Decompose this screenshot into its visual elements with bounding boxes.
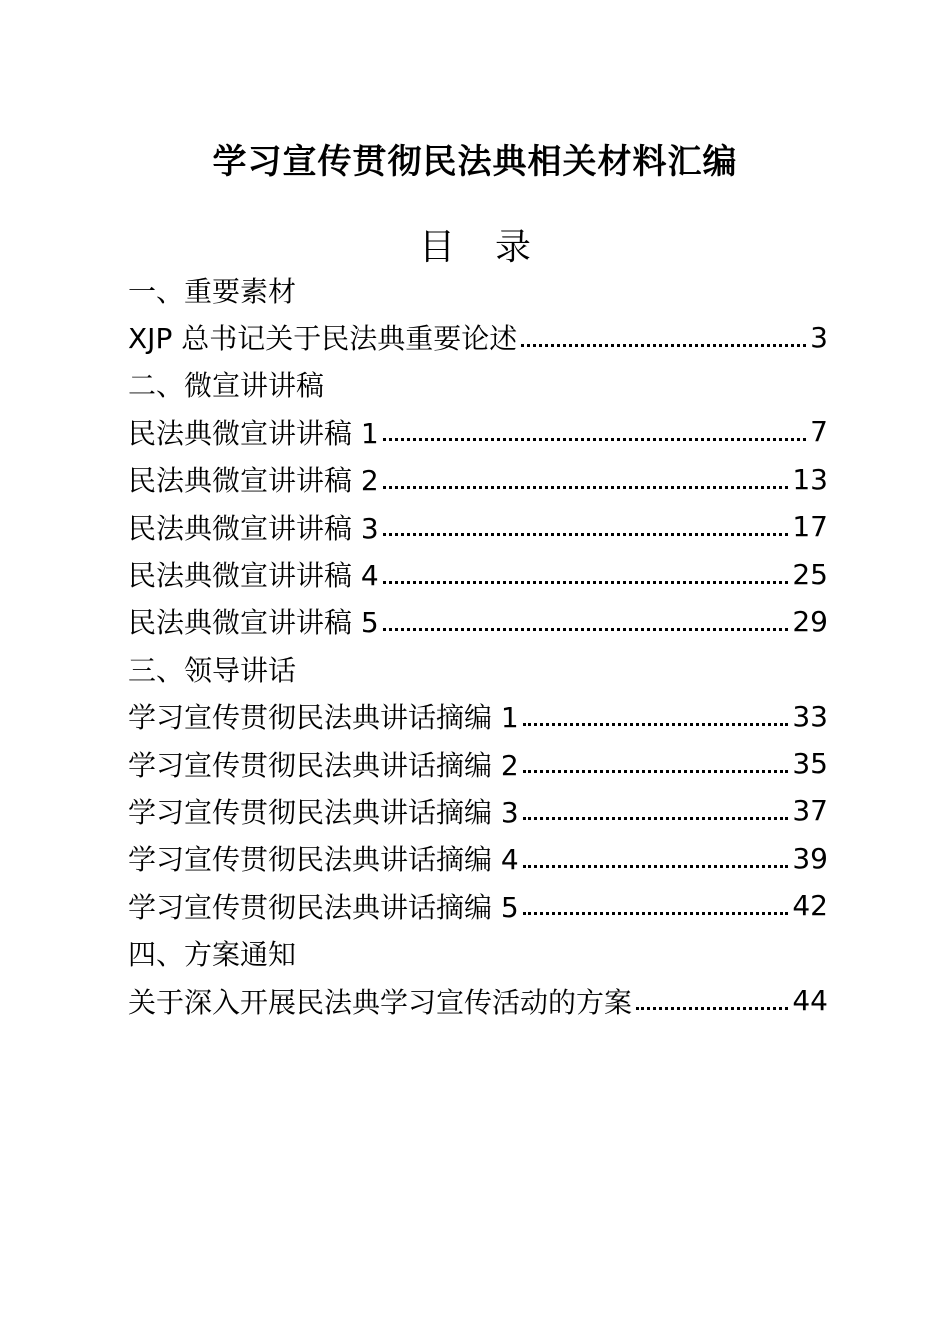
dot-leader [523,817,789,820]
dot-leader [523,865,789,868]
toc-entry[interactable] [128,550,828,597]
toc-entry-label: 学习宣传贯彻民法典讲话摘编 4 [128,843,519,877]
toc-entry-label: 民法典微宣讲讲稿 3 [128,511,379,545]
dot-leader [636,1007,788,1010]
toc-entry[interactable] [128,503,828,550]
toc-entry-label: 关于深入开展民法典学习宣传活动的方案 [128,985,633,1019]
toc-entry-page-number: 17 [792,510,828,544]
toc-entry-page-number: 3 [810,320,828,354]
toc-section-heading [128,266,828,313]
toc-entry-page-number: 29 [792,604,828,638]
toc-entry-page-number: 44 [792,984,828,1018]
section-heading-label: 一、重要素材 [128,274,297,308]
toc-entry-label: 民法典微宣讲讲稿 5 [128,606,379,640]
toc-entry-page-number: 33 [792,699,828,733]
dot-leader [383,533,789,536]
toc-section-heading [128,645,828,692]
document-title: 学习宣传贯彻民法典相关材料汇编 [212,142,738,182]
toc-entry[interactable] [128,313,828,360]
dot-leader [523,912,789,915]
toc-entry[interactable] [128,977,828,1024]
dot-leader [523,723,789,726]
section-heading-label: 三、领导讲话 [128,653,297,687]
table-of-contents [128,266,828,1024]
section-heading-label: 四、方案通知 [128,938,297,972]
toc-entry[interactable] [128,740,828,787]
toc-entry-label: 学习宣传贯彻民法典讲话摘编 1 [128,701,519,735]
toc-entry-page-number: 25 [792,557,828,591]
toc-entry[interactable] [128,882,828,929]
toc-heading-char-1: 目 [418,227,455,268]
toc-heading-char-2: 录 [495,227,532,268]
toc-entry[interactable] [128,408,828,455]
toc-entry-label: 民法典微宣讲讲稿 2 [128,464,379,498]
dot-leader [383,628,789,631]
toc-entry[interactable] [128,787,828,834]
section-heading-label: 二、微宣讲讲稿 [128,369,325,403]
toc-entry-label: 学习宣传贯彻民法典讲话摘编 3 [128,795,519,829]
toc-entry[interactable] [128,598,828,645]
toc-entry[interactable] [128,456,828,503]
toc-entry-label: 学习宣传贯彻民法典讲话摘编 5 [128,890,519,924]
dot-leader [521,344,806,347]
dot-leader [383,438,806,441]
toc-entry-label: XJP 总书记关于民法典重要论述 [128,322,518,356]
toc-entry-label: 学习宣传贯彻民法典讲话摘编 2 [128,748,519,782]
toc-section-heading [128,929,828,976]
toc-entry-page-number: 35 [792,747,828,781]
toc-heading [0,224,950,272]
dot-leader [383,486,789,489]
toc-entry-page-number: 13 [792,462,828,496]
dot-leader [523,770,789,773]
toc-section-heading [128,361,828,408]
toc-entry-page-number: 42 [792,889,828,923]
dot-leader [383,581,789,584]
toc-entry-label: 民法典微宣讲讲稿 4 [128,559,379,593]
toc-entry-page-number: 37 [792,794,828,828]
toc-entry[interactable] [128,693,828,740]
toc-entry[interactable] [128,835,828,882]
toc-entry-page-number: 7 [810,415,828,449]
toc-entry-page-number: 39 [792,841,828,875]
toc-entry-label: 民法典微宣讲讲稿 1 [128,416,379,450]
